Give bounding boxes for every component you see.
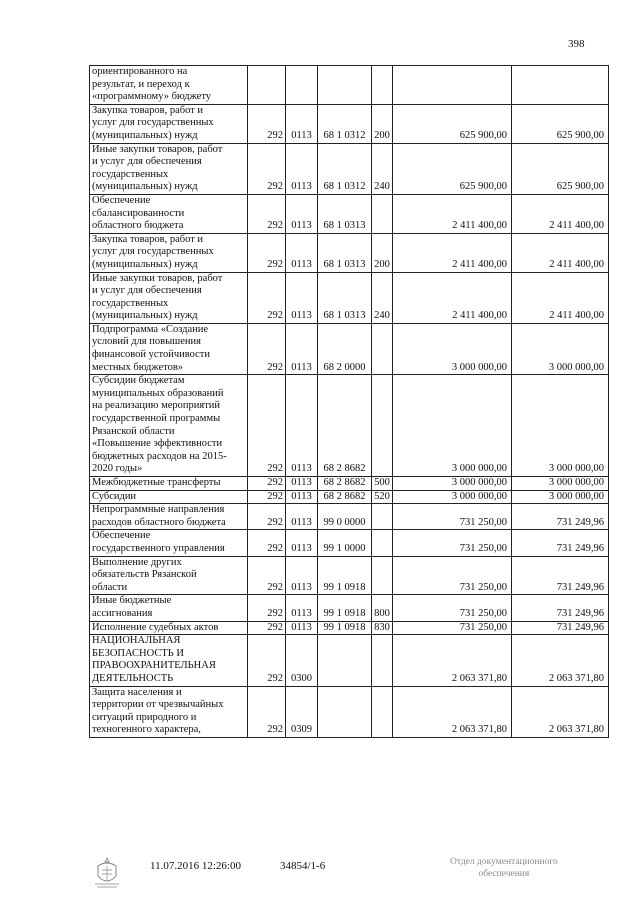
executed-sum-cell: 3 000 000,00 [512, 323, 609, 374]
row-name-cell [90, 477, 248, 491]
target-article-cell: 99 1 0918 [318, 621, 372, 635]
row-name-line: Защита населения и [92, 686, 182, 698]
executed-sum-cell: 731 249,96 [512, 504, 609, 530]
grbs-cell: 292 [248, 477, 286, 491]
table-row [90, 104, 609, 143]
expense-type-cell [372, 323, 393, 374]
row-name-line: (муниципальных) нужд [92, 310, 198, 322]
target-article-cell: 99 1 0000 [318, 530, 372, 556]
row-name-line: муниципальных образований [92, 387, 224, 399]
planned-sum-cell [393, 66, 512, 105]
table-row [90, 595, 609, 621]
row-name-line: территории от чрезвычайных [92, 699, 224, 711]
expense-type-cell [372, 686, 393, 737]
grbs-cell: 292 [248, 233, 286, 272]
expense-type-cell: 200 [372, 104, 393, 143]
expense-type-cell: 240 [372, 143, 393, 194]
row-name-line: Выполнение других [92, 556, 182, 568]
row-name-cell [90, 686, 248, 737]
grbs-cell: 292 [248, 595, 286, 621]
row-name-line: (муниципальных) нужд [92, 258, 198, 270]
grbs-cell: 292 [248, 104, 286, 143]
row-name-line: Межбюджетные трансферты [92, 477, 221, 488]
row-name-line: государственных [92, 168, 169, 180]
expense-type-cell [372, 66, 393, 105]
expense-type-cell: 520 [372, 490, 393, 504]
expense-type-cell: 830 [372, 621, 393, 635]
target-article-cell: 99 0 0000 [318, 504, 372, 530]
row-name-line: техногенного характера, [92, 724, 201, 736]
section-code-cell: 0113 [286, 490, 318, 504]
row-name-line: Закупка товаров, работ и [92, 104, 204, 116]
row-name-cell [90, 375, 248, 477]
grbs-cell: 292 [248, 272, 286, 323]
grbs-cell: 292 [248, 621, 286, 635]
row-name-cell [90, 530, 248, 556]
row-name-line: Иные закупки товаров, работ [92, 143, 223, 155]
row-name-cell [90, 635, 248, 686]
table-row [90, 621, 609, 635]
grbs-cell [248, 66, 286, 105]
section-code-cell: 0113 [286, 530, 318, 556]
target-article-cell: 68 1 0313 [318, 194, 372, 233]
expense-type-cell: 240 [372, 272, 393, 323]
row-name-line: области [92, 581, 128, 593]
planned-sum-cell: 731 250,00 [393, 530, 512, 556]
target-article-cell: 68 1 0312 [318, 104, 372, 143]
section-code-cell: 0113 [286, 595, 318, 621]
row-name-line: (муниципальных) нужд [92, 129, 198, 141]
row-name-line: ассигнования [92, 607, 153, 619]
row-name-line: областного бюджета [92, 220, 184, 232]
target-article-cell [318, 635, 372, 686]
row-name-line: услуг для государственных [92, 117, 214, 129]
table-row [90, 143, 609, 194]
grbs-cell: 292 [248, 194, 286, 233]
section-code-cell: 0113 [286, 477, 318, 491]
row-name-cell [90, 143, 248, 194]
row-name-cell [90, 323, 248, 374]
grbs-cell: 292 [248, 686, 286, 737]
row-name-cell [90, 66, 248, 105]
table-row [90, 635, 609, 686]
row-name-line: государственной программы [92, 413, 221, 425]
target-article-cell: 99 1 0918 [318, 595, 372, 621]
executed-sum-cell: 3 000 000,00 [512, 477, 609, 491]
expense-type-cell [372, 530, 393, 556]
row-name-line: и услуг для обеспечения [92, 285, 202, 297]
expense-type-cell [372, 375, 393, 477]
target-article-cell: 68 2 8682 [318, 490, 372, 504]
section-code-cell: 0113 [286, 104, 318, 143]
row-name-line: Иные закупки товаров, работ [92, 272, 223, 284]
row-name-cell [90, 504, 248, 530]
planned-sum-cell: 625 900,00 [393, 104, 512, 143]
grbs-cell: 292 [248, 323, 286, 374]
section-code-cell: 0113 [286, 556, 318, 595]
executed-sum-cell: 731 249,96 [512, 530, 609, 556]
executed-sum-cell: 2 411 400,00 [512, 272, 609, 323]
row-name-line: Иные бюджетные [92, 595, 172, 607]
table-row [90, 272, 609, 323]
grbs-cell: 292 [248, 490, 286, 504]
stamp-line-1: Отдел документационного [450, 857, 558, 867]
expense-type-cell [372, 194, 393, 233]
stamp-line-2: обеспечения [478, 869, 530, 879]
section-code-cell: 0309 [286, 686, 318, 737]
row-name-line: Обеспечение [92, 194, 151, 206]
section-code-cell: 0113 [286, 143, 318, 194]
planned-sum-cell: 2 411 400,00 [393, 272, 512, 323]
section-code-cell: 0300 [286, 635, 318, 686]
target-article-cell: 68 1 0313 [318, 233, 372, 272]
planned-sum-cell: 3 000 000,00 [393, 490, 512, 504]
target-article-cell: 99 1 0918 [318, 556, 372, 595]
executed-sum-cell: 2 411 400,00 [512, 233, 609, 272]
row-name-line: финансовой устойчивости [92, 349, 211, 361]
row-name-line: ориентированного на [92, 66, 188, 77]
row-name-line: Субсидии [92, 490, 137, 502]
expense-type-cell [372, 556, 393, 595]
executed-sum-cell [512, 66, 609, 105]
planned-sum-cell: 2 411 400,00 [393, 194, 512, 233]
executed-sum-cell: 625 900,00 [512, 143, 609, 194]
row-name-line: обязательств Рязанской [92, 569, 197, 581]
planned-sum-cell: 731 250,00 [393, 595, 512, 621]
expense-type-cell: 500 [372, 477, 393, 491]
grbs-cell: 292 [248, 504, 286, 530]
expense-type-cell: 200 [372, 233, 393, 272]
row-name-cell [90, 233, 248, 272]
planned-sum-cell: 2 411 400,00 [393, 233, 512, 272]
target-article-cell: 68 2 8682 [318, 375, 372, 477]
grbs-cell: 292 [248, 530, 286, 556]
table-row [90, 556, 609, 595]
executed-sum-cell: 2 411 400,00 [512, 194, 609, 233]
executed-sum-cell: 731 249,96 [512, 595, 609, 621]
table-row [90, 194, 609, 233]
grbs-cell: 292 [248, 375, 286, 477]
row-name-cell [90, 490, 248, 504]
planned-sum-cell: 3 000 000,00 [393, 323, 512, 374]
section-code-cell: 0113 [286, 194, 318, 233]
planned-sum-cell: 731 250,00 [393, 556, 512, 595]
table-row [90, 686, 609, 737]
row-name-line: Субсидии бюджетам [92, 375, 185, 387]
row-name-line: услуг для государственных [92, 246, 214, 258]
section-code-cell: 0113 [286, 272, 318, 323]
executed-sum-cell: 3 000 000,00 [512, 375, 609, 477]
section-code-cell: 0113 [286, 375, 318, 477]
row-name-line: «программному» бюджету [92, 91, 212, 103]
row-name-line: на реализацию мероприятий [92, 400, 221, 412]
table-row [90, 530, 609, 556]
row-name-cell [90, 272, 248, 323]
executed-sum-cell: 731 249,96 [512, 621, 609, 635]
target-article-cell: 68 2 0000 [318, 323, 372, 374]
crest-icon [92, 856, 122, 890]
table-row [90, 504, 609, 530]
target-article-cell: 68 2 8682 [318, 477, 372, 491]
row-name-line: сбалансированности [92, 207, 185, 219]
row-name-line: (муниципальных) нужд [92, 181, 198, 193]
row-name-line: государственных [92, 297, 169, 309]
target-article-cell: 68 1 0312 [318, 143, 372, 194]
page-footer [0, 856, 640, 896]
row-name-line: государственного управления [92, 542, 225, 554]
planned-sum-cell: 731 250,00 [393, 504, 512, 530]
row-name-line: условий для повышения [92, 336, 201, 348]
target-article-cell: 68 1 0313 [318, 272, 372, 323]
row-name-line: ДЕЯТЕЛЬНОСТЬ [92, 672, 174, 684]
table-row [90, 490, 609, 504]
grbs-cell: 292 [248, 635, 286, 686]
table-row [90, 323, 609, 374]
row-name-cell [90, 556, 248, 595]
table-row [90, 233, 609, 272]
row-name-cell [90, 621, 248, 635]
row-name-line: «Повышение эффективности [92, 438, 223, 450]
department-stamp [450, 856, 558, 880]
target-article-cell [318, 66, 372, 105]
row-name-line: расходов областного бюджета [92, 516, 226, 528]
planned-sum-cell: 3 000 000,00 [393, 375, 512, 477]
page-number: 398 [568, 38, 585, 50]
planned-sum-cell: 731 250,00 [393, 621, 512, 635]
executed-sum-cell: 2 063 371,80 [512, 686, 609, 737]
budget-table [89, 65, 609, 738]
grbs-cell: 292 [248, 556, 286, 595]
row-name-line: Подпрограмма «Создание [92, 323, 209, 335]
executed-sum-cell: 625 900,00 [512, 104, 609, 143]
table-row [90, 66, 609, 105]
row-name-cell [90, 595, 248, 621]
table-row [90, 477, 609, 491]
executed-sum-cell: 2 063 371,80 [512, 635, 609, 686]
executed-sum-cell: 731 249,96 [512, 556, 609, 595]
planned-sum-cell: 2 063 371,80 [393, 635, 512, 686]
executed-sum-cell: 3 000 000,00 [512, 490, 609, 504]
row-name-line: Рязанской области [92, 425, 175, 437]
target-article-cell [318, 686, 372, 737]
planned-sum-cell: 625 900,00 [393, 143, 512, 194]
row-name-line: ПРАВООХРАНИТЕЛЬНАЯ [92, 660, 216, 672]
footer-doc-number: 34854/1-6 [280, 860, 326, 872]
row-name-line: и услуг для обеспечения [92, 156, 202, 168]
row-name-line: 2020 годы» [92, 463, 143, 475]
row-name-cell [90, 104, 248, 143]
row-name-line: НАЦИОНАЛЬНАЯ [92, 635, 181, 647]
section-code-cell: 0113 [286, 233, 318, 272]
planned-sum-cell: 2 063 371,80 [393, 686, 512, 737]
row-name-line: местных бюджетов» [92, 361, 184, 373]
row-name-cell [90, 194, 248, 233]
section-code-cell: 0113 [286, 323, 318, 374]
row-name-line: Обеспечение [92, 530, 151, 542]
expense-type-cell: 800 [372, 595, 393, 621]
table-row [90, 375, 609, 477]
row-name-line: Непрограммные направления [92, 504, 225, 516]
grbs-cell: 292 [248, 143, 286, 194]
row-name-line: БЕЗОПАСНОСТЬ И [92, 647, 185, 659]
row-name-line: результат, и переход к [92, 78, 190, 90]
section-code-cell [286, 66, 318, 105]
section-code-cell: 0113 [286, 621, 318, 635]
planned-sum-cell: 3 000 000,00 [393, 477, 512, 491]
expense-type-cell [372, 635, 393, 686]
row-name-line: Закупка товаров, работ и [92, 233, 204, 245]
section-code-cell: 0113 [286, 504, 318, 530]
row-name-line: бюджетных расходов на 2015- [92, 450, 227, 462]
row-name-line: Исполнение судебных актов [92, 621, 219, 633]
row-name-line: ситуаций природного и [92, 711, 197, 723]
footer-datetime: 11.07.2016 12:26:00 [150, 860, 241, 872]
expense-type-cell [372, 504, 393, 530]
